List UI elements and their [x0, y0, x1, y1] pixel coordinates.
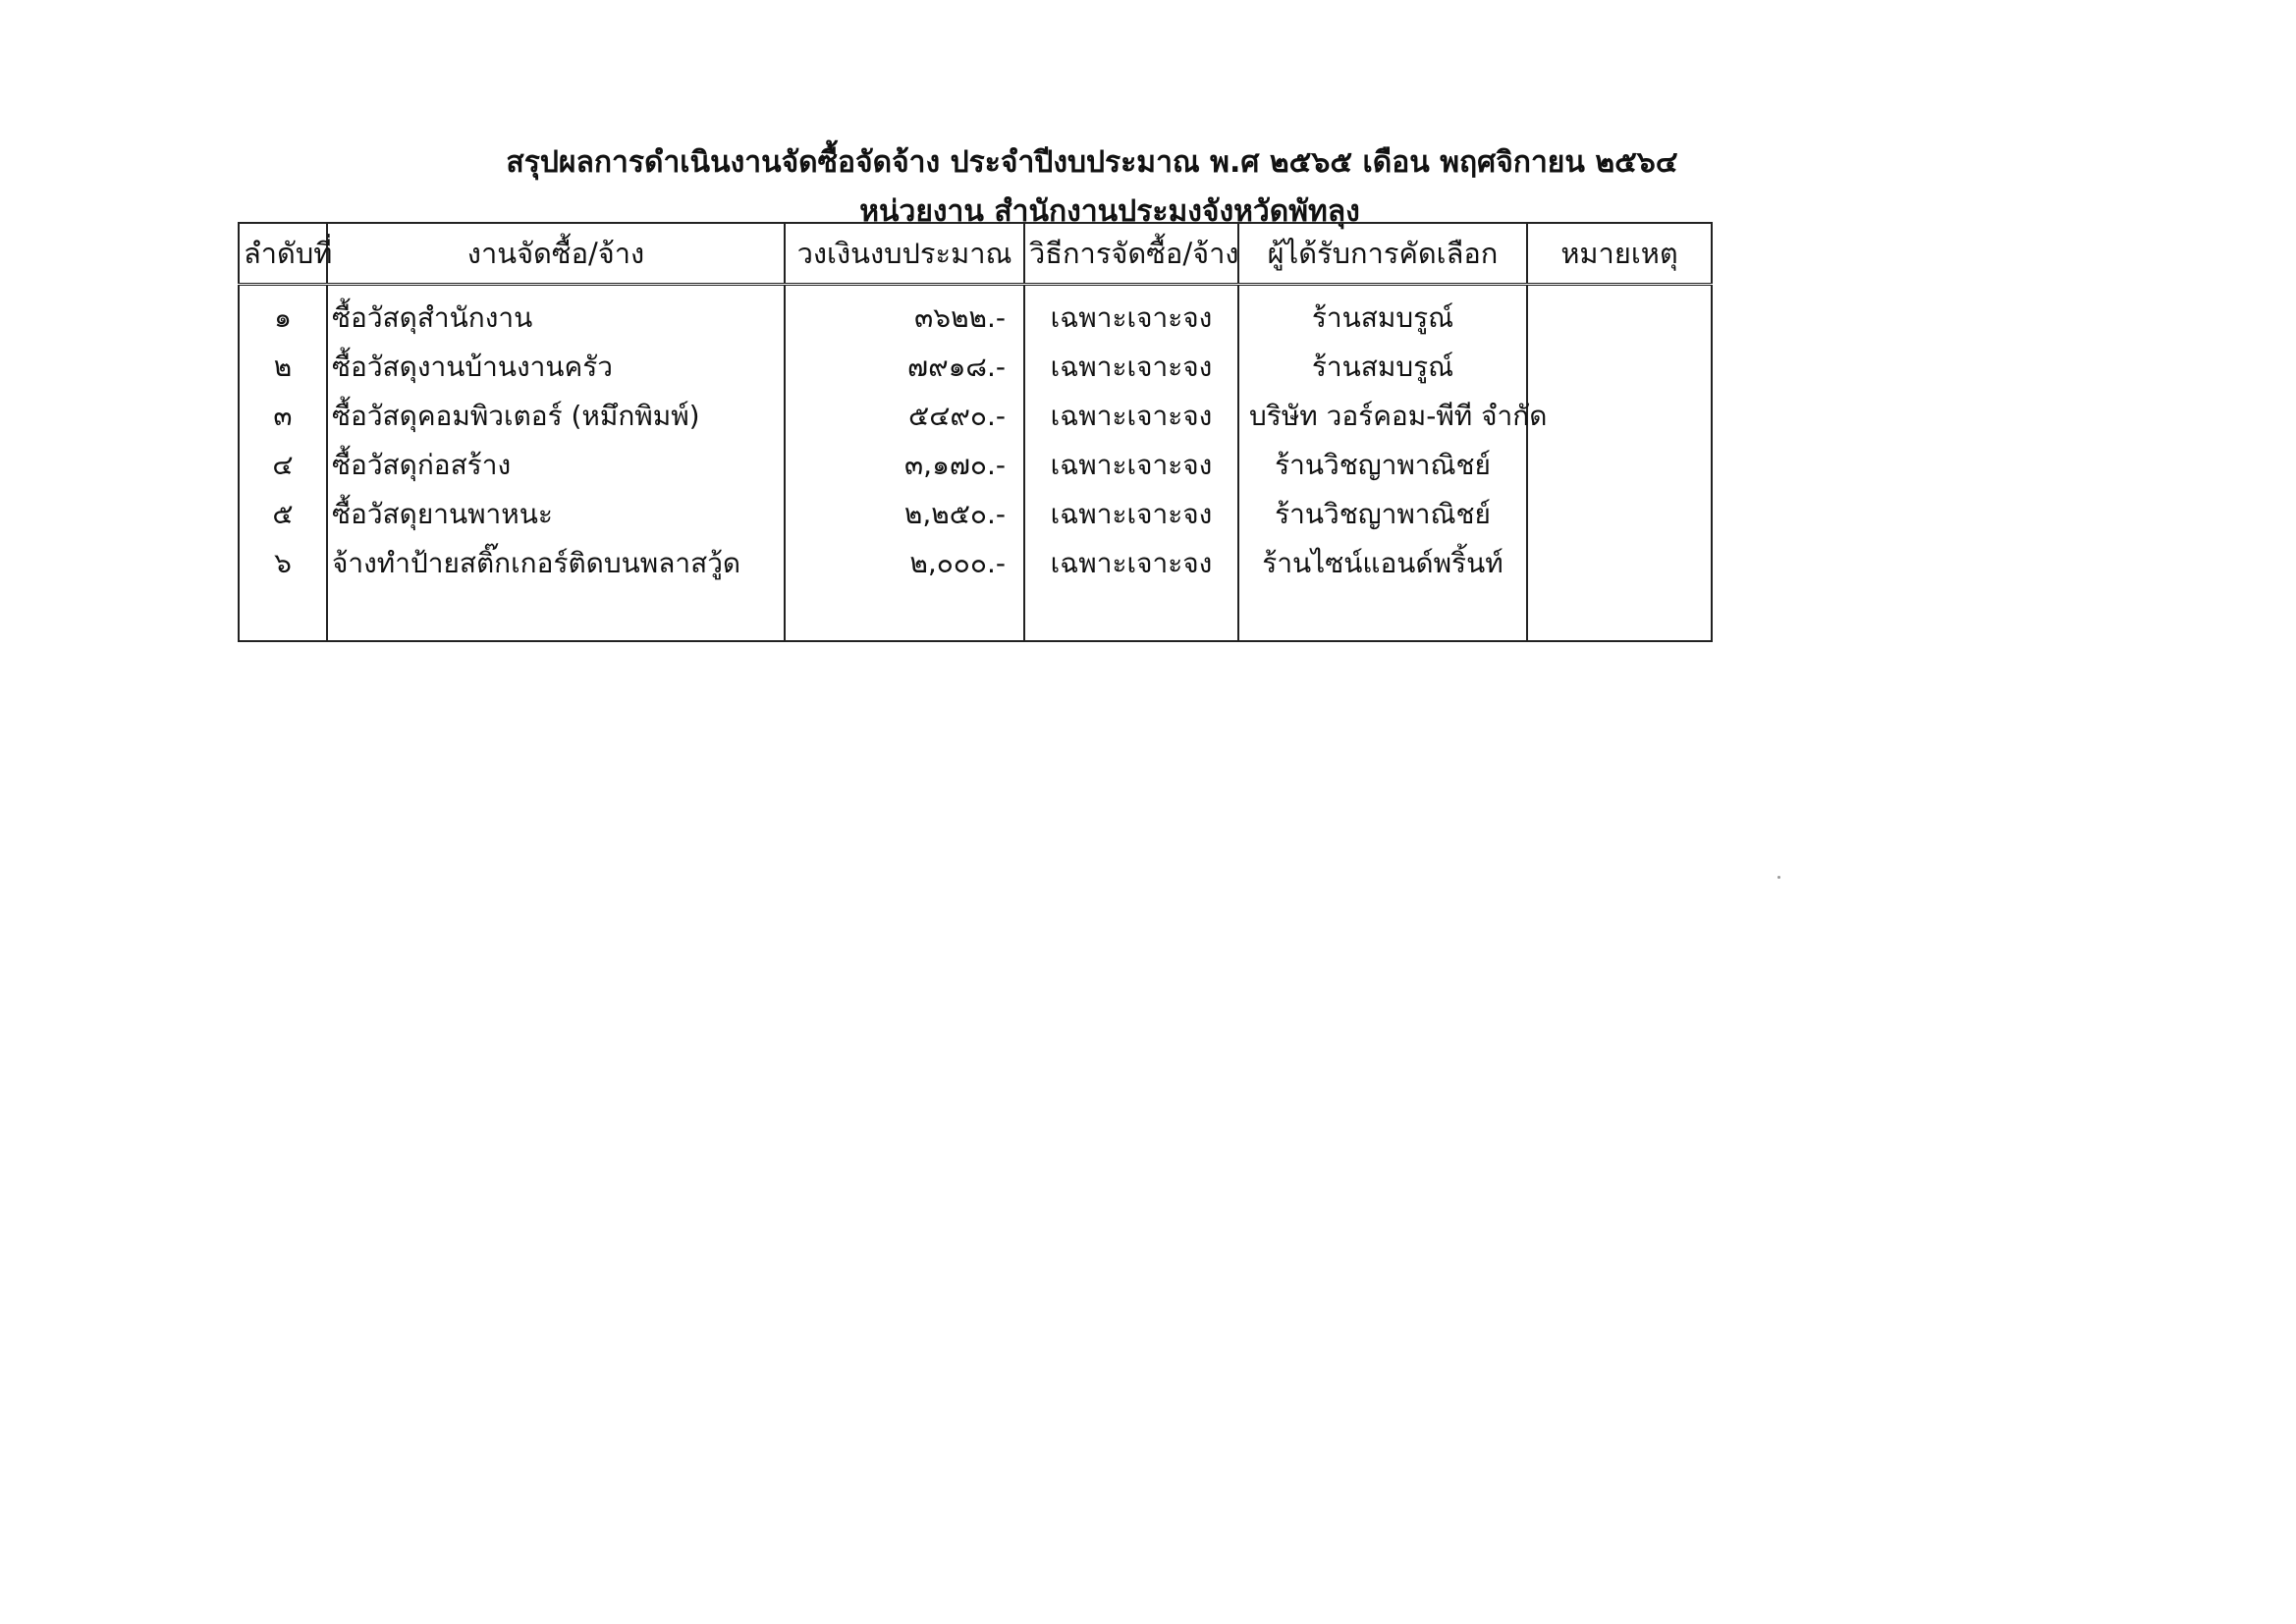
- table-header: [239, 223, 1712, 285]
- empty-cell: [785, 588, 1024, 641]
- cell-remark: [1527, 285, 1712, 344]
- cell-item: ซื้อวัสดุก่อสร้าง: [327, 441, 785, 490]
- cell-no: ๔: [239, 441, 327, 490]
- cell-no: ๕: [239, 490, 327, 539]
- table-row: [239, 392, 1712, 441]
- header-item: งานจัดซื้อ/จ้าง: [327, 223, 785, 285]
- cell-vendor: ร้านวิชญาพาณิชย์: [1238, 490, 1527, 539]
- document-title: สรุปผลการดำเนินงานจัดซื้อจัดจ้าง ประจำปีงบประมาณ พ.ศ ๒๕๖๕ เดือน พฤศจิกายน ๒๕๖๔: [506, 145, 1678, 180]
- table-row: [239, 539, 1712, 588]
- empty-cell: [1527, 588, 1712, 641]
- cell-budget: ๓,๑๗๐.-: [785, 441, 1024, 490]
- cell-item: ซื้อวัสดุคอมพิวเตอร์ (หมึกพิมพ์): [327, 392, 785, 441]
- cell-item: ซื้อวัสดุสำนักงาน: [327, 285, 785, 344]
- empty-cell: [1238, 588, 1527, 641]
- cell-method: เฉพาะเจาะจง: [1024, 539, 1238, 588]
- header-method: วิธีการจัดซื้อ/จ้าง: [1024, 223, 1238, 285]
- cell-budget: ๕๔๙๐.-: [785, 392, 1024, 441]
- paper-speck: [1777, 876, 1780, 879]
- header-remark: หมายเหตุ: [1527, 223, 1712, 285]
- cell-vendor: ร้านสมบรูณ์: [1238, 285, 1527, 344]
- cell-remark: [1527, 343, 1712, 392]
- procurement-table: [238, 222, 1713, 642]
- cell-no: ๑: [239, 285, 327, 344]
- cell-method: เฉพาะเจาะจง: [1024, 285, 1238, 344]
- header-no: ลำดับที่: [239, 223, 327, 285]
- cell-budget: ๓๖๒๒.-: [785, 285, 1024, 344]
- cell-vendor: ร้านสมบรูณ์: [1238, 343, 1527, 392]
- cell-no: ๓: [239, 392, 327, 441]
- cell-vendor: ร้านวิชญาพาณิชย์: [1238, 441, 1527, 490]
- table-row: [239, 285, 1712, 344]
- cell-item: ซื้อวัสดุงานบ้านงานครัว: [327, 343, 785, 392]
- cell-budget: ๗๙๑๘.-: [785, 343, 1024, 392]
- cell-method: เฉพาะเจาะจง: [1024, 441, 1238, 490]
- cell-budget: ๒,๒๕๐.-: [785, 490, 1024, 539]
- cell-vendor: ร้านไซน์แอนด์พริ้นท์: [1238, 539, 1527, 588]
- table-row: [239, 343, 1712, 392]
- header-row: [239, 223, 1712, 285]
- cell-method: เฉพาะเจาะจง: [1024, 343, 1238, 392]
- unit-line: หน่วยงาน สำนักงานประมงจังหวัดพัทลุง: [859, 194, 1360, 229]
- table-empty-row: [239, 588, 1712, 641]
- cell-item: จ้างทำป้ายสติ๊กเกอร์ติดบนพลาสวู้ด: [327, 539, 785, 588]
- cell-budget: ๒,๐๐๐.-: [785, 539, 1024, 588]
- header-budget: วงเงินงบประมาณ: [785, 223, 1024, 285]
- procurement-table-container: [238, 222, 1711, 642]
- cell-remark: [1527, 490, 1712, 539]
- cell-item: ซื้อวัสดุยานพาหนะ: [327, 490, 785, 539]
- header-vendor: ผู้ได้รับการคัดเลือก: [1238, 223, 1527, 285]
- empty-cell: [1024, 588, 1238, 641]
- cell-method: เฉพาะเจาะจง: [1024, 392, 1238, 441]
- empty-cell: [327, 588, 785, 641]
- cell-no: ๒: [239, 343, 327, 392]
- empty-cell: [239, 588, 327, 641]
- table-row: [239, 490, 1712, 539]
- table-row: [239, 441, 1712, 490]
- cell-remark: [1527, 392, 1712, 441]
- cell-method: เฉพาะเจาะจง: [1024, 490, 1238, 539]
- cell-remark: [1527, 441, 1712, 490]
- cell-remark: [1527, 539, 1712, 588]
- cell-vendor: บริษัท วอร์คอม-พีที จำกัด: [1238, 392, 1527, 441]
- table-body: [239, 285, 1712, 642]
- cell-no: ๖: [239, 539, 327, 588]
